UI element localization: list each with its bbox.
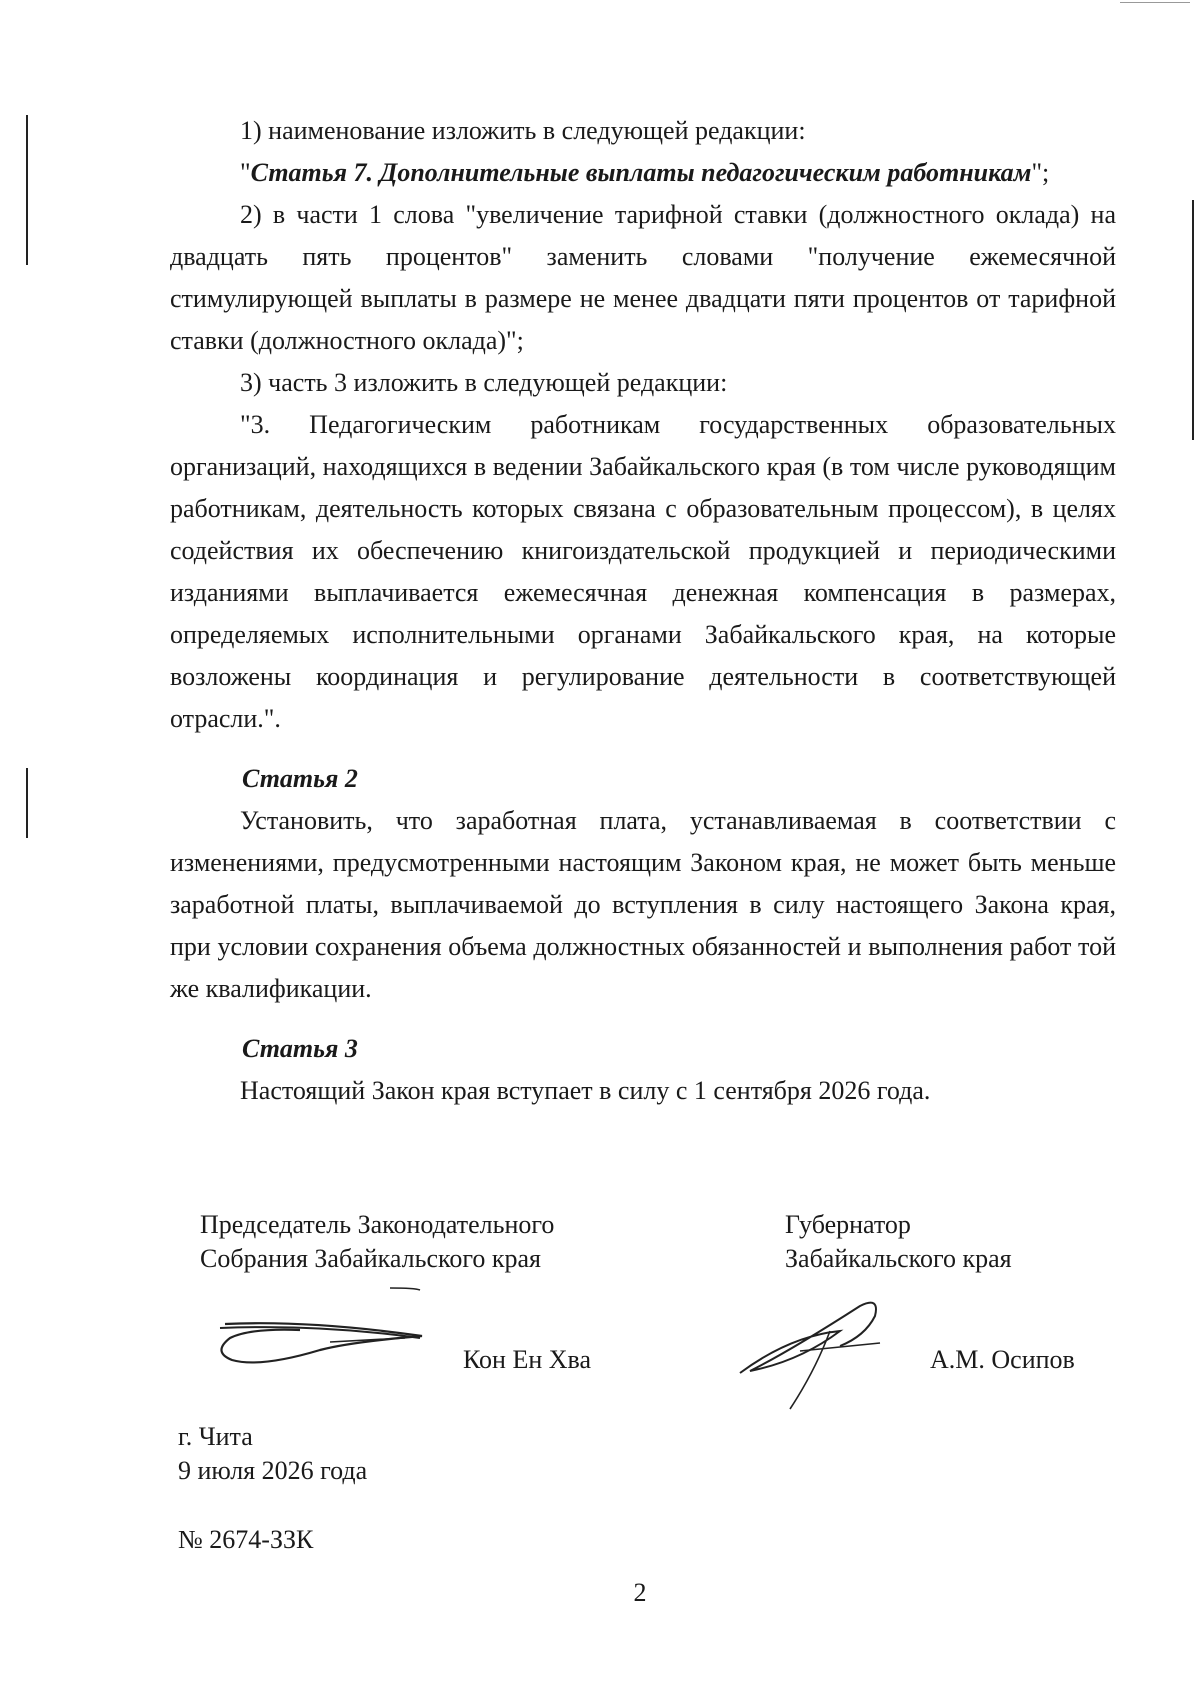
governor-name: А.М. Осипов <box>930 1345 1075 1374</box>
scan-edge-mark <box>1120 2 1190 3</box>
date: 9 июля 2026 года <box>178 1456 368 1485</box>
article-7-title: Статья 7. Дополнительные выплаты педагогическим работникам <box>250 158 1032 187</box>
item-1-new-title: "Статья 7. Дополнительные выплаты педагогическим работникам"; <box>240 158 1050 187</box>
item-2: 2) в части 1 слова "увеличение тарифной ставки (должностного оклада) на двадцать пять процентов" заменить словами "получение ежемесячной стимулирующей выплаты в размере не менее двадцати пяти процентов от тарифной ставки (должностного оклада)"; <box>170 200 1116 355</box>
item-1: 1) наименование изложить в следующей редакции: <box>240 116 806 145</box>
chairman-signature-icon <box>200 1280 430 1370</box>
item-3: 3) часть 3 изложить в следующей редакции: <box>240 368 728 397</box>
document-body <box>170 110 1116 1112</box>
chairman-title: Председатель Законодательного Собрания Забайкальского края <box>200 1210 555 1273</box>
scan-edge-mark <box>26 115 28 265</box>
chairman-name: Кон Ен Хва <box>463 1345 592 1374</box>
governor-title: Губернатор Забайкальского края <box>785 1210 1012 1273</box>
scan-edge-mark <box>1192 200 1194 440</box>
article-3-heading: Статья 3 <box>242 1034 358 1063</box>
governor-signature-icon <box>730 1291 920 1411</box>
city: г. Чита <box>178 1422 253 1451</box>
document-number: № 2674-ЗЗК <box>178 1525 314 1554</box>
article-2-text: Установить, что заработная плата, устанавливаемая в соответствии с изменениями, предусмотренными настоящим Законом края, не может быть меньше заработной платы, выплачиваемой до вступления в силу настоящего Закона края, при условии сохранения объема должностных обязанностей и выполнения работ той же квалификации. <box>170 806 1116 1003</box>
page-number: 2 <box>633 1578 647 1607</box>
article-2-heading: Статья 2 <box>242 764 358 793</box>
place-and-date <box>178 1420 367 1488</box>
scan-edge-mark <box>26 768 28 838</box>
article-3-text: Настоящий Закон края вступает в силу с 1 сентября 2026 года. <box>240 1076 931 1105</box>
part-3-text: "3. Педагогическим работникам государственных образовательных организаций, находящихся в ведении Забайкальского края (в том числе руководящим работникам, деятельность которых связана с образовательным процессом), в целях содействия их обеспечению книгоиздательской продукцией и периодическими изданиями выплачивается ежемесячная денежная компенсация в размерах, определяемых исполнительными органами Забайкальского края, на которые возложены координация и регулирование деятельности в соответствующей отрасли.". <box>170 410 1116 733</box>
